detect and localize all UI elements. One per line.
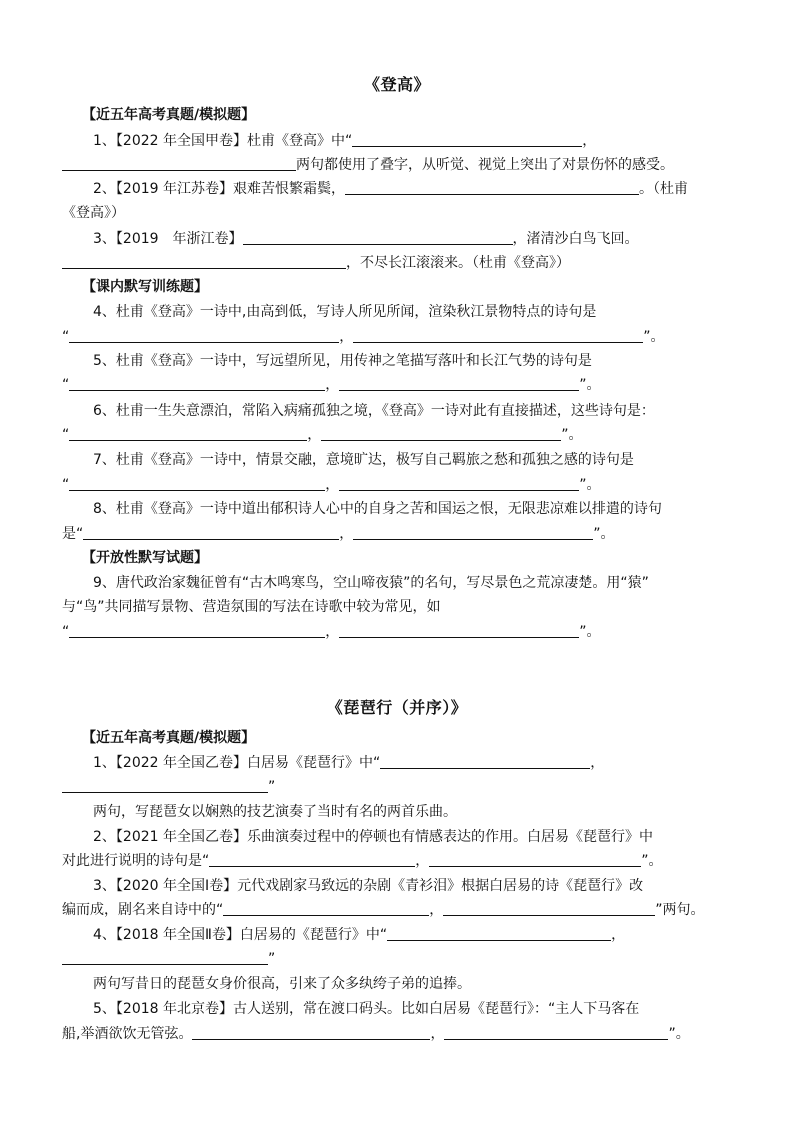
s2-question-2-answer: 对此进行说明的诗句是“ ， ”。	[62, 853, 663, 869]
s1-q3-tail: ，不尽长江滚滚来。（杜甫《登高》）	[346, 255, 570, 271]
s1-question-1	[93, 132, 596, 150]
s1-question-9: 9、唐代政治家魏征曾有“古木鸣寒鸟，空山啼夜猿”的名句，写尽景色之荒凉凄楚。用“猿”	[93, 575, 649, 591]
s1-q1-tail: 两句都使用了叠字，从听觉、视觉上突出了对景伤怀的感受。	[296, 157, 674, 173]
s2-question-4-tail: 两句写昔日的琵琶女身价很高，引来了众多纨绔子弟的追捧。	[93, 976, 471, 992]
s2-question-2: 2、【2021 年全国乙卷】乐曲演奏过程中的停顿也有情感表达的作用。白居易《琵琶行》中	[93, 829, 653, 845]
s1-question-2-cont: 《登高》）	[62, 205, 125, 221]
s2-q1-blank-2[interactable]	[62, 778, 268, 793]
s1-q3-blank-1[interactable]	[243, 230, 513, 245]
s1-q4-blank-1[interactable]	[69, 328, 339, 343]
s1-question-9-answer: “ ， ”。	[62, 624, 601, 640]
section1-heading-open: 【开放性默写试题】	[82, 550, 208, 566]
s1-q8-blank-2[interactable]	[353, 525, 593, 540]
s1-q5-blank-1[interactable]	[69, 376, 325, 391]
s1-q9-blank-1[interactable]	[69, 623, 325, 638]
s1-question-8-answer: 是“ ， ”。	[62, 526, 615, 542]
s1-question-4-answer: “ ， ”。	[62, 329, 665, 345]
s1-q7-blank-1[interactable]	[69, 476, 325, 491]
s1-q1-comma: ，	[582, 133, 597, 149]
s1-q1-blank-1[interactable]	[352, 132, 582, 147]
s1-question-6: 6、杜甫一生失意漂泊，常陷入病痛孤独之境，《登高》一诗对此有直接描述，这些诗句是：	[93, 403, 655, 419]
s2-q5-blank-2[interactable]	[444, 1025, 668, 1040]
section1-title: 《登高》	[363, 75, 430, 94]
s1-q1-text: 1、【2022 年全国甲卷】杜甫《登高》中“	[93, 133, 353, 149]
s2-q2-blank-1[interactable]	[209, 852, 415, 867]
s2-question-4: 4、【2018 年全国Ⅱ卷】白居易的《琵琶行》中“ ，	[93, 927, 626, 943]
s2-question-5-answer: 船,举酒欲饮无管弦。 ， ”。	[62, 1026, 690, 1042]
s2-q1-blank-1[interactable]	[380, 754, 590, 769]
s2-question-3-answer: 编而成，剧名来自诗中的“ ， ”两句。	[62, 902, 705, 918]
section1-heading-practice: 【课内默写训练题】	[82, 279, 208, 295]
s1-q2-tail: 。（杜甫	[639, 181, 688, 197]
s1-question-7-answer: “ ， ”。	[62, 477, 601, 493]
s2-question-1: 1、【2022 年全国乙卷】白居易《琵琶行》中“ ，	[93, 755, 605, 771]
s1-question-9-cont: 与“鸟”共同描写景物、营造氛围的写法在诗歌中较为常见，如	[62, 599, 441, 615]
s1-q1-blank-2[interactable]	[62, 156, 296, 171]
s2-question-4-blank-line: ”	[62, 950, 275, 968]
s1-question-1-cont	[62, 156, 674, 174]
s1-q9-blank-2[interactable]	[339, 623, 579, 638]
s1-q2-blank[interactable]	[345, 180, 639, 195]
s1-question-3	[93, 230, 639, 248]
s2-q3-blank-2[interactable]	[443, 901, 655, 916]
s1-q5-blank-2[interactable]	[339, 376, 579, 391]
s1-question-7: 7、杜甫《登高》一诗中，情景交融，意境旷达，极写自己羁旅之愁和孤独之感的诗句是	[93, 452, 634, 468]
s1-question-5-answer: “ ， ”。	[62, 377, 601, 393]
s1-q2-text: 2、【2019 年江苏卷】艰难苦恨繁霜鬓，	[93, 181, 345, 197]
s1-question-6-answer: “ ， ”。	[62, 427, 583, 443]
section1-heading-exam: 【近五年高考真题/模拟题】	[82, 107, 256, 123]
s1-q8-blank-1[interactable]	[83, 525, 339, 540]
s1-q3-text: 3、【2019 年浙江卷】	[93, 231, 243, 247]
s2-q5-blank-1[interactable]	[192, 1025, 430, 1040]
s1-q6-blank-1[interactable]	[69, 426, 307, 441]
s2-q3-blank-1[interactable]	[223, 901, 429, 916]
s1-question-5: 5、杜甫《登高》一诗中，写远望所见，用传神之笔描写落叶和长江气势的诗句是	[93, 353, 592, 369]
s1-question-3-cont	[62, 254, 570, 272]
s2-question-1-blank-line: ”	[62, 778, 275, 796]
s2-q4-blank-2[interactable]	[62, 950, 268, 965]
s2-question-1-tail: 两句，写琵琶女以娴熟的技艺演奏了当时有名的两首乐曲。	[93, 804, 457, 820]
s1-question-8: 8、杜甫《登高》一诗中道出郁积诗人心中的自身之苦和国运之恨，无限悲凉难以排遣的诗句	[93, 501, 662, 517]
s1-question-2	[93, 180, 688, 198]
s1-q7-blank-2[interactable]	[339, 476, 579, 491]
s2-question-5: 5、【2018 年北京卷】古人送别，常在渡口码头。比如白居易《琵琶行》：“主人下马客在	[93, 1001, 640, 1017]
s2-q2-blank-2[interactable]	[429, 852, 641, 867]
section2-title: 《琵琶行（并序）》	[326, 698, 468, 717]
s1-q3-blank-2[interactable]	[62, 254, 346, 269]
s1-question-4: 4、杜甫《登高》一诗中,由高到低，写诗人所见所闻，渲染秋江景物特点的诗句是	[93, 304, 597, 320]
s1-q3-mid: ，渚清沙白鸟飞回。	[512, 231, 639, 247]
s1-q4-blank-2[interactable]	[353, 328, 643, 343]
section2-heading-exam: 【近五年高考真题/模拟题】	[82, 730, 256, 746]
s1-q6-blank-2[interactable]	[321, 426, 561, 441]
s2-question-3: 3、【2020 年全国Ⅰ卷】元代戏剧家马致远的杂剧《青衫泪》根据白居易的诗《琵琶行》改	[93, 878, 644, 894]
s2-q4-blank-1[interactable]	[387, 926, 611, 941]
